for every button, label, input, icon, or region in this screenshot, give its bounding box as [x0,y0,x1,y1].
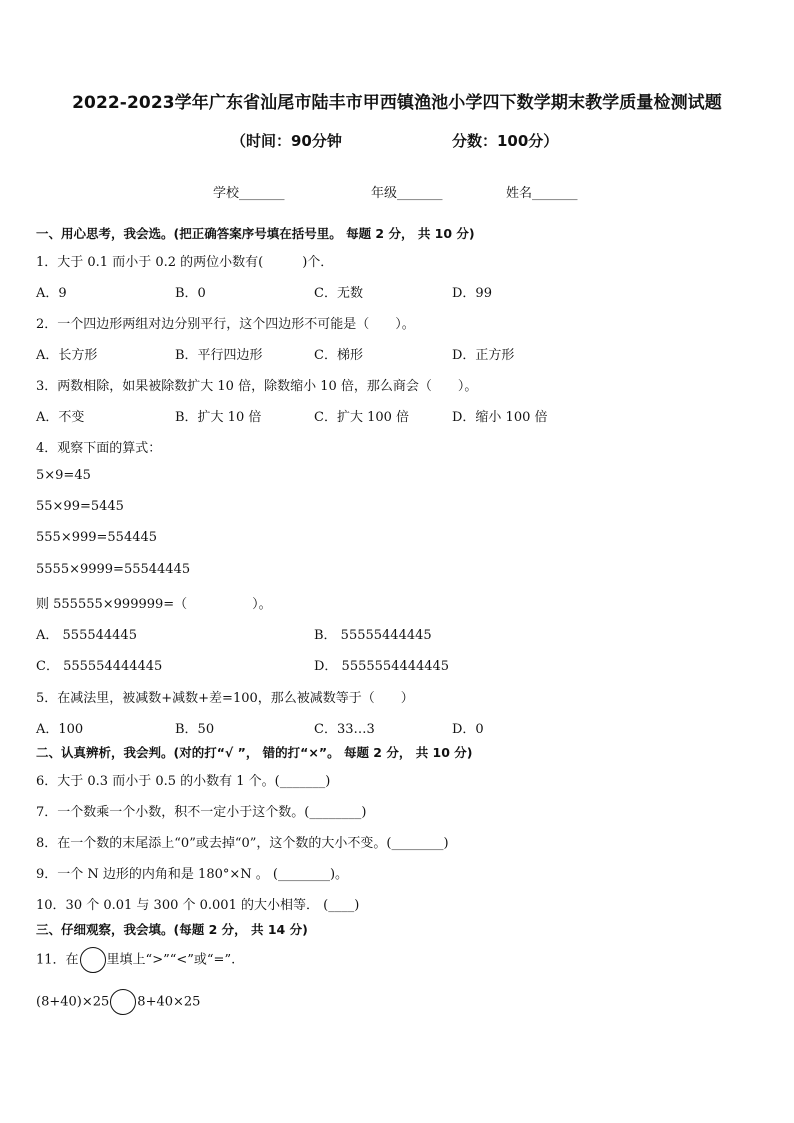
q11-left-expression: (8+40)×25 [36,994,110,1010]
q2-option-d: D．正方形 [452,348,515,363]
q3-option-d: D．缩小 100 倍 [452,410,548,425]
school-field: 学校_______ [213,186,285,201]
q2-option-b: B．平行四边形 [175,348,263,363]
section-1-heading: 一、用心思考，我会选。(把正确答案序号填在括号里。 每题 2 分， 共 10 分) [36,226,475,241]
q11-expression [36,989,200,1015]
question-8: 8．在一个数的末尾添上“0”或去掉“0”，这个数的大小不变。(________) [36,836,449,851]
question-2: 2．一个四边形两组对边分别平行，这个四边形不可能是（ ）。 [36,317,415,332]
q5-option-a: A．100 [36,722,84,737]
time-limit: （时间：90分钟 [231,132,342,150]
section-3-heading: 三、仔细观察，我会填。(每题 2 分， 共 14 分) [36,922,308,937]
question-5: 5．在减法里，被减数+减数+差=100，那么被减数等于（ ） [36,691,414,706]
q4-option-a: A． 555544445 [36,628,137,643]
question-11 [36,947,235,973]
q1-option-c: C．无数 [314,286,363,301]
question-3: 3．两数相除，如果被除数扩大 10 倍，除数缩小 10 倍，那么商会（ ）。 [36,379,478,394]
total-score: 分数：100分） [452,132,559,150]
q2-option-a: A．长方形 [36,348,98,363]
q2-option-c: C．梯形 [314,348,363,363]
q5-option-c: C．33…3 [314,722,375,737]
q11-right-expression: 8+40×25 [137,994,201,1010]
question-7: 7．一个数乘一个小数，积不一定小于这个数。(________) [36,805,367,820]
question-4: 4．观察下面的算式： [36,441,162,456]
page-title: 2022-2023学年广东省汕尾市陆丰市甲西镇渔池小学四下数学期末教学质量检测试题 [72,93,722,113]
question-1: 1．大于 0.1 而小于 0.2 的两位小数有( )个． [36,255,334,270]
q4-option-d: D． 5555554444445 [314,659,450,674]
q4-equation-line: 55×99=5445 [36,499,124,514]
q1-option-b: B．0 [175,286,206,301]
q1-option-d: D．99 [452,286,492,301]
grade-field: 年级_______ [371,186,443,201]
q4-equation-line: 5×9=45 [36,468,91,483]
name-field: 姓名_______ [506,186,578,201]
q5-option-d: D．0 [452,722,484,737]
question-6: 6．大于 0.3 而小于 0.5 的小数有 1 个。(_______) [36,774,331,789]
q4-equation-line: 555×999=554445 [36,530,158,545]
question-10: 10．30 个 0.01 与 300 个 0.001 的大小相等． (____) [36,898,360,913]
q3-option-c: C．扩大 100 倍 [314,410,410,425]
comparison-circle-icon [80,947,106,973]
q4-option-b: B． 55555444445 [314,628,432,643]
q3-option-a: A．不变 [36,410,85,425]
answer-circle-icon[interactable] [110,989,136,1015]
q3-option-b: B．扩大 10 倍 [175,410,262,425]
question-9: 9．一个 N 边形的内角和是 180°×N 。 (________)。 [36,867,349,882]
q1-option-a: A．9 [36,286,67,301]
q11-suffix: 里填上“>”“<”或“=”. [106,952,236,968]
section-2-heading: 二、认真辨析，我会判。(对的打“√ ”， 错的打“×”。 每题 2 分， 共 10 分) [36,745,473,760]
q5-option-b: B．50 [175,722,215,737]
q11-prefix: 11．在 [36,952,79,968]
q4-option-c: C． 555554444445 [36,659,163,674]
q4-equation-line: 5555×9999=55544445 [36,562,191,577]
q4-question-line: 则 555555×999999=（ ）。 [36,597,272,612]
